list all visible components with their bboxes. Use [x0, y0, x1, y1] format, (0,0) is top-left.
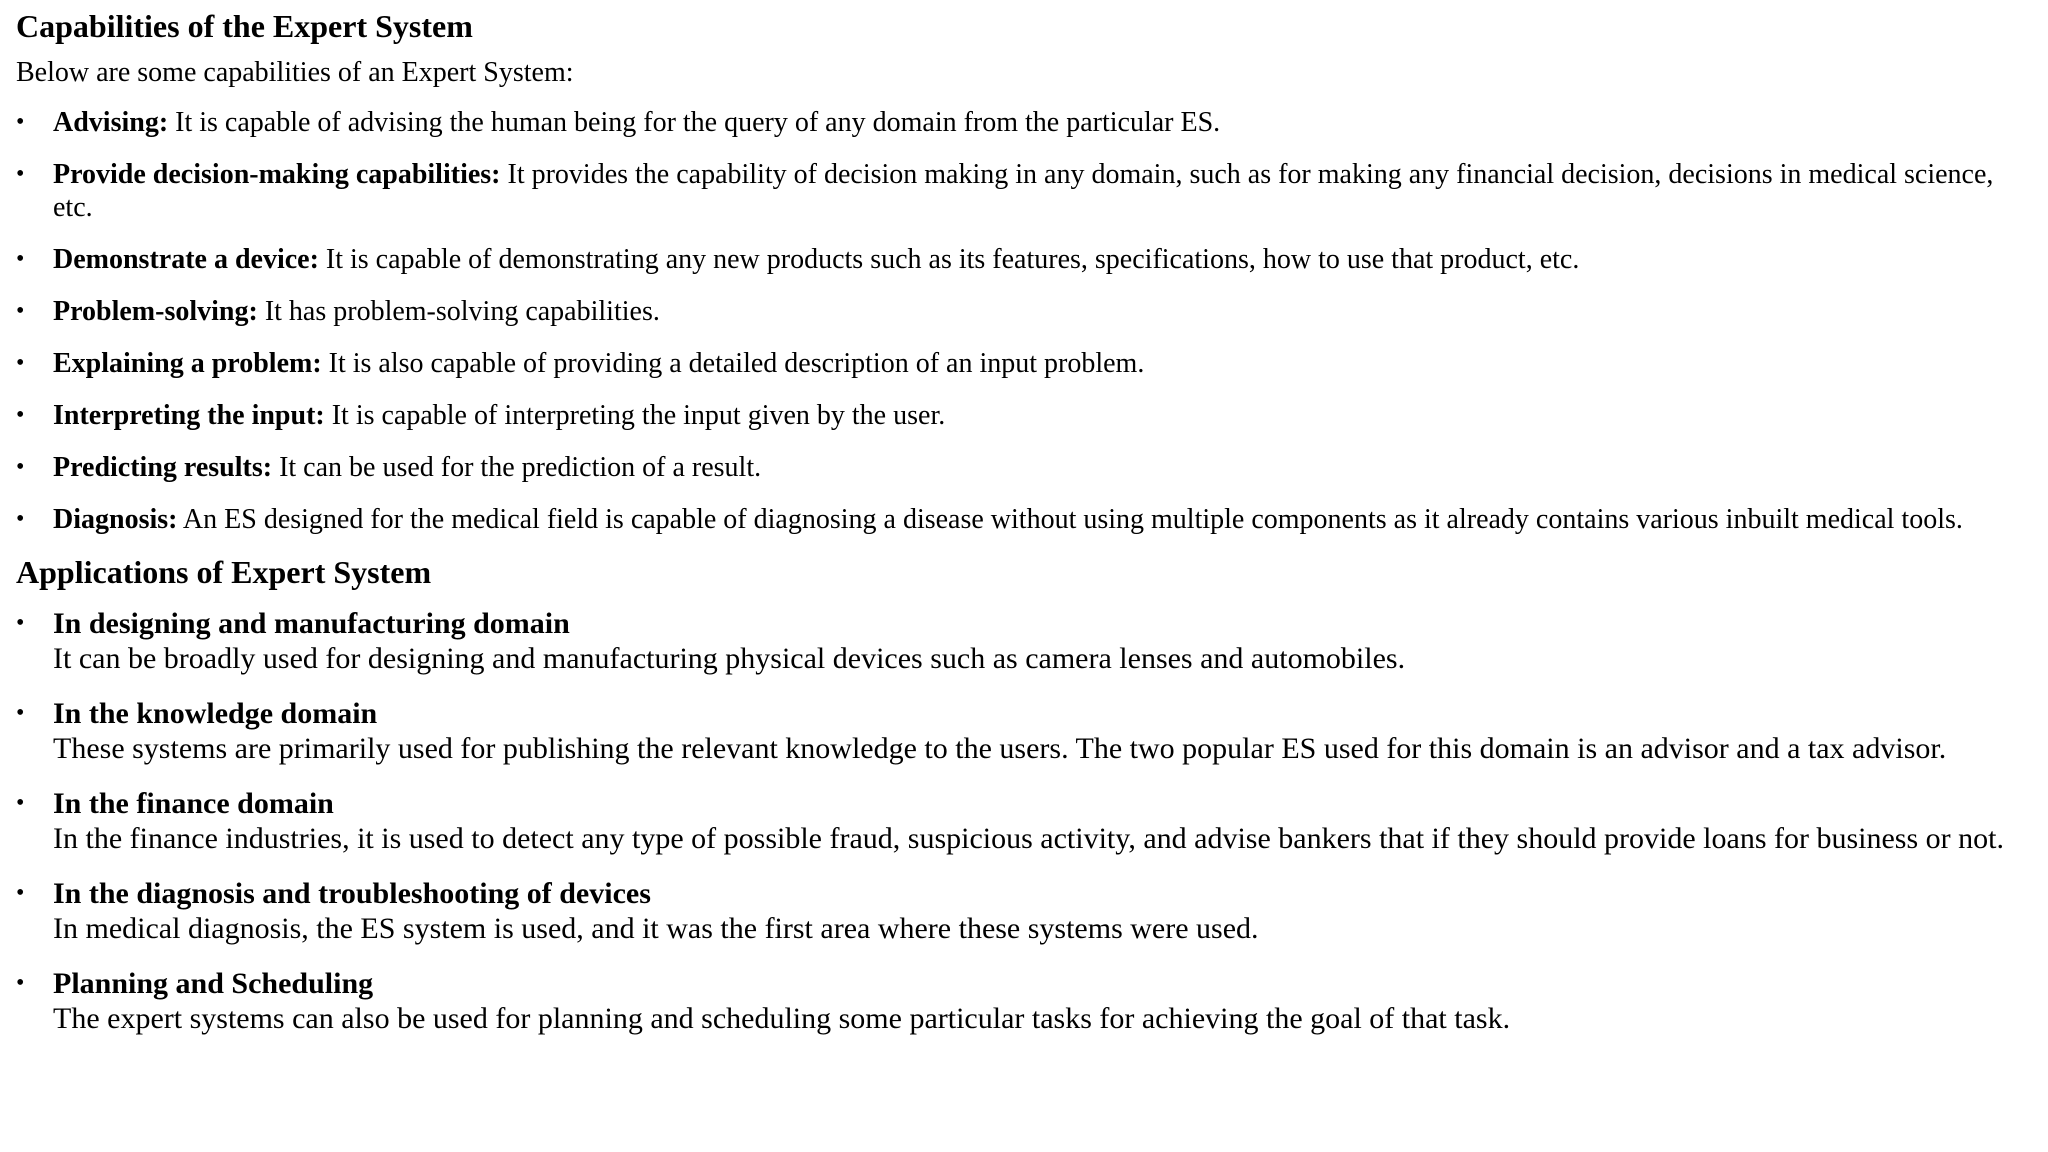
- application-title: In the knowledge domain: [53, 697, 378, 730]
- capability-term: Explaining a problem:: [53, 348, 322, 379]
- capability-term: Demonstrate a device:: [53, 244, 319, 275]
- capability-text: It is also capable of providing a detailed description of an input problem.: [321, 348, 1145, 379]
- applications-list: [16, 606, 2032, 1036]
- bullet-icon: •: [16, 454, 25, 480]
- list-item: [16, 295, 2032, 328]
- application-description: The expert systems can also be used for planning and scheduling some particular tasks for achieving the goal of that task.: [53, 1002, 1511, 1035]
- application-description: It can be broadly used for designing and manufacturing physical devices such as camera lenses and automobiles.: [53, 642, 1406, 675]
- list-item: [16, 158, 2032, 224]
- capabilities-list: [16, 106, 2032, 536]
- bullet-icon: •: [16, 506, 25, 532]
- bullet-icon: •: [16, 161, 25, 187]
- bullet-icon: •: [16, 350, 25, 376]
- capability-term: Problem-solving:: [53, 296, 258, 327]
- list-item: [16, 786, 2032, 856]
- capability-text: It is capable of interpreting the input given by the user.: [324, 400, 946, 431]
- capability-text: It has problem-solving capabilities.: [257, 296, 660, 327]
- application-title: In the diagnosis and troubleshooting of devices: [53, 877, 651, 910]
- bullet-icon: •: [16, 109, 25, 135]
- bullet-icon: •: [16, 298, 25, 324]
- bullet-icon: •: [16, 880, 25, 906]
- list-item: [16, 503, 2032, 536]
- bullet-icon: •: [16, 970, 25, 996]
- capabilities-heading: Capabilities of the Expert System: [16, 8, 473, 44]
- list-item: [16, 451, 2032, 484]
- application-title: Planning and Scheduling: [53, 967, 374, 1000]
- capability-term: Predicting results:: [53, 452, 273, 483]
- application-description: In medical diagnosis, the ES system is used, and it was the first area where these systems were used.: [53, 912, 1259, 945]
- application-title: In designing and manufacturing domain: [53, 607, 570, 640]
- list-item: [16, 243, 2032, 276]
- list-item: [16, 606, 2032, 676]
- list-item: [16, 106, 2032, 139]
- capability-term: Advising:: [53, 107, 169, 138]
- capability-term: Provide decision-making capabilities:: [53, 159, 501, 190]
- bullet-icon: •: [16, 402, 25, 428]
- application-description: In the finance industries, it is used to detect any type of possible fraud, suspicious activity, and advise bankers that if they should provide loans for business or not.: [53, 822, 2004, 855]
- capability-text: It is capable of demonstrating any new products such as its features, specifications, how to use that product, etc.: [318, 244, 1580, 275]
- bullet-icon: •: [16, 610, 25, 636]
- capability-text: An ES designed for the medical field is capable of diagnosing a disease without using multiple components as it already contains various inbuilt medical tools.: [177, 504, 1963, 535]
- capability-text: It is capable of advising the human being for the query of any domain from the particular ES.: [168, 107, 1221, 138]
- capability-term: Diagnosis:: [53, 504, 178, 535]
- list-item: [16, 876, 2032, 946]
- application-title: In the finance domain: [53, 787, 334, 820]
- bullet-icon: •: [16, 246, 25, 272]
- list-item: [16, 399, 2032, 432]
- list-item: [16, 347, 2032, 380]
- application-description: These systems are primarily used for publishing the relevant knowledge to the users. The two popular ES used for this domain is an advisor and a tax advisor.: [53, 732, 1947, 765]
- capability-term: Interpreting the input:: [53, 400, 325, 431]
- capabilities-intro: Below are some capabilities of an Expert System:: [16, 57, 574, 88]
- list-item: [16, 696, 2032, 766]
- capability-text: It provides the capability of decision making in any domain, such as for making any financial decision, decisions in medical science, etc.: [53, 159, 1994, 223]
- bullet-icon: •: [16, 700, 25, 726]
- applications-heading: Applications of Expert System: [16, 554, 432, 590]
- bullet-icon: •: [16, 790, 25, 816]
- capability-text: It can be used for the prediction of a result.: [272, 452, 762, 483]
- list-item: [16, 966, 2032, 1036]
